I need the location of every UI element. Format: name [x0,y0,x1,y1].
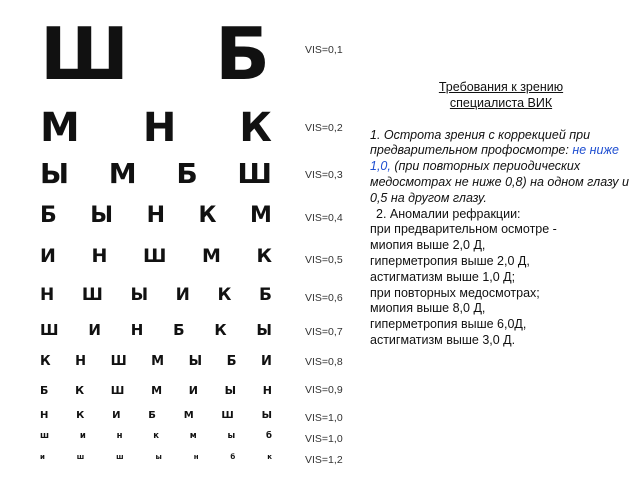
chart-letter: М [151,354,165,369]
chart-row [40,287,272,304]
chart-letter: ш [40,431,50,441]
chart-letter: К [214,321,227,339]
vis-label: VIS=1,0 [305,433,343,445]
chart-letter: и [40,453,45,461]
chart-row [40,432,272,441]
chart-letter: И [188,384,198,397]
chart-letter: Б [215,12,270,96]
chart-row [40,454,272,461]
refraction-line: миопия выше 8,0 Д, [370,301,486,316]
chart-letter: М [250,203,272,228]
chart-letter: Б [176,157,198,190]
chart-letter: Б [226,354,237,369]
chart-letter: Ш [142,245,167,267]
chart-letter: И [175,285,190,305]
chart-letter: К [217,285,232,305]
chart-letter: К [40,354,51,369]
chart-letter: Ы [188,354,203,369]
chart-letter: Ш [81,285,103,305]
refraction-line: при повторных медосмотрах; [370,285,540,300]
chart-letter: ш [76,453,85,461]
refraction-line: гиперметропия выше 6,0Д, [370,317,527,332]
chart-letter: К [75,384,85,397]
chart-letter: Н [40,410,49,421]
chart-letter: Ш [40,321,59,339]
chart-letter: ы [155,453,162,461]
vis-label: VIS=0,8 [305,356,343,368]
chart-letter: Н [130,321,144,339]
chart-row [40,385,272,396]
chart-letter: И [112,410,121,421]
chart-row [40,355,272,368]
requirements-title-line1: Требования к зрению [438,80,564,94]
chart-letter: к [153,431,159,441]
requirements-block [370,80,632,349]
chart-letter: Н [40,285,55,305]
chart-letter: М [183,410,194,421]
vis-label: VIS=0,5 [305,254,343,266]
chart-letter: Ш [237,157,272,190]
chart-row [40,105,272,151]
chart-letter: И [40,245,56,267]
chart-letter: Б [148,410,156,421]
requirements-title-line2: специалиста ВИК [449,95,553,110]
chart-letter: Б [258,285,272,305]
chart-letter: Н [91,245,108,267]
chart-letter: К [239,105,272,151]
chart-letter: Б [40,203,57,228]
vis-label: VIS=1,0 [305,412,343,424]
chart-letter: б [230,453,236,461]
chart-letter: Ш [110,384,125,397]
vis-label: VIS=0,3 [305,169,343,181]
chart-row [40,12,270,96]
chart-letter: М [40,105,80,151]
chart-letter: Б [40,384,49,397]
chart-letter: Н [142,105,177,151]
chart-letter: н [193,453,199,461]
refraction-line: при предварительном осмотре - [370,222,557,237]
chart-letter: М [108,157,137,190]
chart-letter: б [265,431,272,441]
chart-letter: М [151,384,163,397]
vis-label: VIS=0,6 [305,292,343,304]
chart-letter: Ш [40,12,129,96]
refraction-line: миопия выше 2,0 Д, [370,238,486,253]
chart-letter: К [256,245,272,267]
chart-letter: м [189,431,197,441]
vis-label: VIS=0,9 [305,384,343,396]
chart-letter: Ы [40,157,70,190]
chart-letter: Ы [90,203,114,228]
visual-acuity-rest: (при повторных периодических медосмотрах не ниже 0,8) на одном глазу и 0,5 на другом глазу. [370,159,629,205]
visual-acuity-highlight: не ниже 1,0, [370,143,620,174]
chart-letter: Ы [130,285,149,305]
chart-letter: Ы [256,321,272,339]
chart-letter: Н [146,203,166,228]
chart-letter: и [79,431,86,441]
vis-label: VIS=0,2 [305,122,343,134]
requirements-title [370,80,632,112]
chart-row [40,247,272,266]
chart-letter: Н [75,354,87,369]
refraction-line: астигматизм выше 1,0 Д; [370,269,516,284]
chart-letter: Ш [221,410,234,421]
chart-letter: Ш [110,354,127,369]
vis-label: VIS=0,7 [305,326,343,338]
chart-letter: К [198,203,217,228]
visual-acuity-text: 1. Острота зрения с коррекцией при предварительном профосмотре: [370,127,591,158]
chart-letter: К [76,410,85,421]
chart-letter: И [88,321,101,339]
vis-label: VIS=0,1 [305,44,343,56]
chart-letter: Н [262,384,272,397]
vis-label: VIS=1,2 [305,454,343,466]
chart-letter: Ы [261,410,272,421]
requirement-visual-acuity [370,128,632,207]
refraction-line: гиперметропия выше 2,0 Д, [370,253,530,268]
refraction-line: астигматизм выше 3,0 Д. [370,332,516,347]
vis-label: VIS=0,4 [305,212,343,224]
refraction-list [370,222,632,348]
chart-letter: Ы [224,384,237,397]
chart-letter: И [261,354,272,369]
chart-row [40,323,272,338]
chart-row [40,157,272,190]
refraction-heading: 2. Аномалии рефракции: [376,206,521,221]
chart-letter: Б [173,321,185,339]
chart-row [40,205,272,227]
chart-letter: М [201,245,221,267]
chart-row [40,411,272,421]
chart-letter: ы [227,431,236,441]
chart-letter: ш [116,453,124,461]
chart-letter: к [267,453,272,461]
chart-letter: н [116,431,123,441]
